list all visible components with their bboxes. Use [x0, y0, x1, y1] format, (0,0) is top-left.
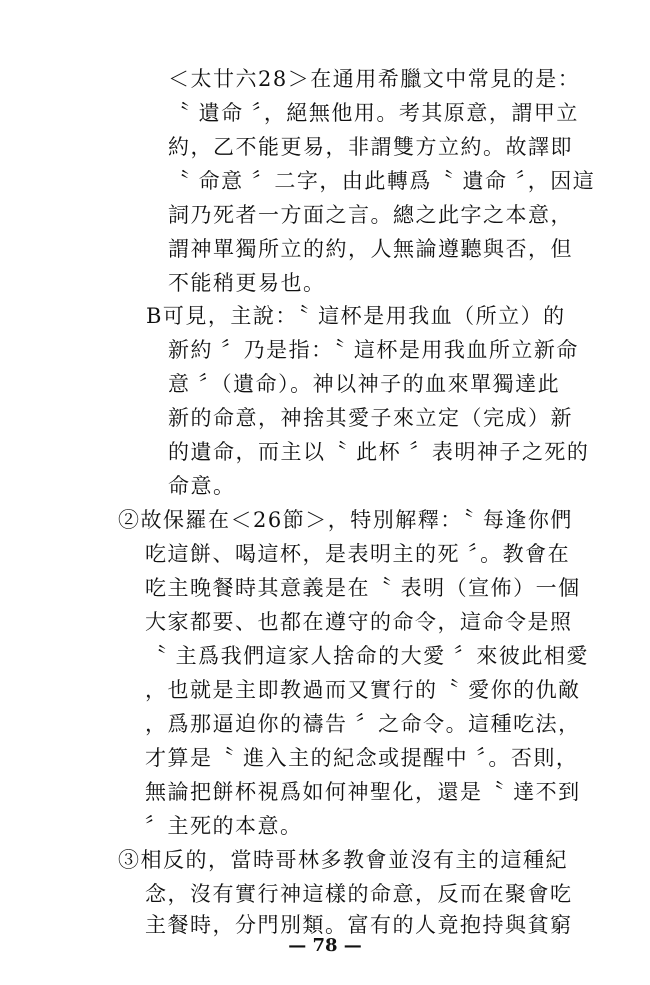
text-line-20: ，爲那逼迫你的禱告 〞之命令。這種吃法， — [145, 712, 581, 736]
text-line-10: 意 〞（遺命）。神以神子的血來單獨達此 — [168, 372, 561, 396]
text-line-4: 〝 命意 〞二字，由此轉爲〝 遺命 〞，因這 — [168, 169, 596, 193]
text-line-18: 〝 主爲我們這家人捨命的大愛 〞來彼此相愛 — [145, 644, 589, 668]
text-line-3: 約，乙不能更易，非謂雙方立約。故譯即 — [168, 135, 573, 159]
text-line-12: 的遺命，而主以〝 此杯 〞表明神子之死的 — [168, 440, 590, 464]
text-line-16: 吃主晚餐時其意義是在〝 表明（宣佈）一個 — [145, 576, 581, 600]
text-line-9: 新約 〞乃是指：〝 這杯是用我血所立新命 — [168, 338, 579, 362]
text-line-24: ③相反的，當時哥林多教會並沒有主的這種紀 — [118, 848, 568, 872]
text-line-25: 念，沒有實行神這樣的命意，反而在聚會吃 — [145, 882, 573, 906]
text-line-21: 才算是〝 進入主的紀念或提醒中 〞。否則， — [145, 746, 579, 770]
text-line-13: 命意。 — [168, 474, 236, 498]
text-line-23: 〞主死的本意。 — [145, 814, 303, 838]
text-line-8: B可見，主說：〝 這杯是用我血（所立）的 — [146, 304, 566, 328]
text-line-15: 吃這餅、喝這杯，是表明主的死 〞。教會在 — [145, 542, 571, 566]
text-line-22: 無論把餅杯視爲如何神聖化，還是〝 達不到 — [145, 780, 581, 804]
text-line-5: 詞乃死者一方面之言。總之此字之本意， — [168, 203, 573, 227]
text-line-14: ②故保羅在＜26節＞，特別解釋：〝 每逢你們 — [118, 508, 573, 532]
text-line-6: 謂神單獨所立的約，人無論遵聽與否，但 — [168, 237, 573, 261]
text-line-7: 不能稍更易也。 — [168, 271, 326, 295]
text-line-11: 新的命意，神捨其愛子來立定（完成）新 — [168, 406, 573, 430]
text-line-17: 大家都要、也都在遵守的命令，這命令是照 — [145, 610, 573, 634]
text-line-1: ＜太廿六28＞在通用希臘文中常見的是： — [168, 67, 581, 91]
page-number: — 78 — — [288, 935, 362, 956]
text-line-26: 主餐時，分門別類。富有的人竟抱持與貧窮 — [145, 913, 573, 937]
text-line-19: ，也就是主即教過而又實行的〝 愛你的仇敵 — [145, 678, 581, 702]
text-line-2: 〝 遺命 〞，絕無他用。考其原意，謂甲立 — [168, 101, 579, 125]
